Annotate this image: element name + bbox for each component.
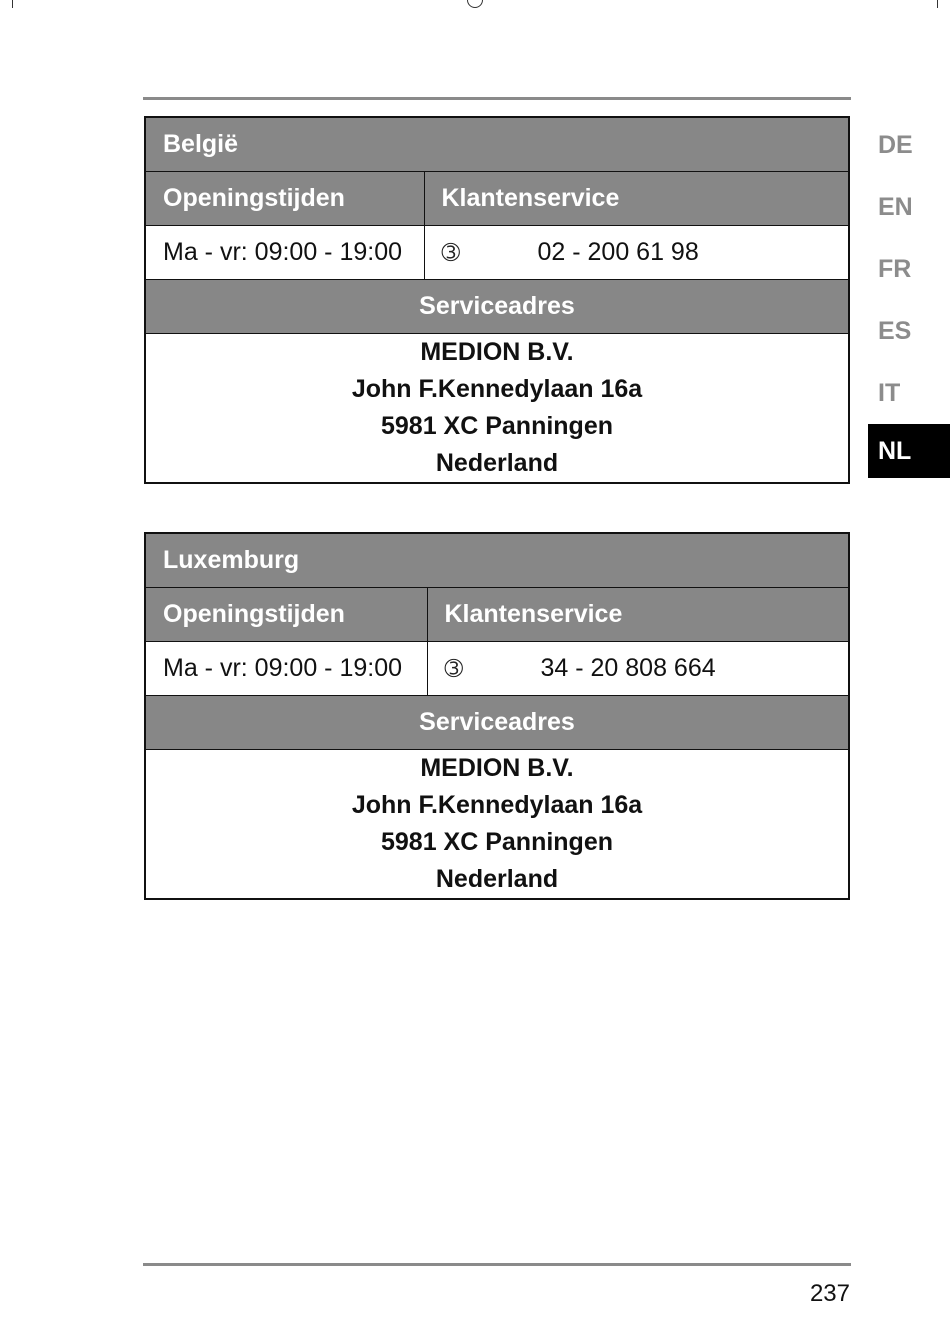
crop-mark-left xyxy=(12,0,13,8)
service-table-belgie xyxy=(144,116,850,484)
address-header: Serviceadres xyxy=(145,279,849,333)
hours-header: Openingstijden xyxy=(145,587,427,641)
language-tab-de[interactable]: DE xyxy=(878,131,913,159)
country-heading: Luxemburg xyxy=(145,533,849,587)
phone-icon: ➂ xyxy=(444,655,463,681)
address-header: Serviceadres xyxy=(145,695,849,749)
phone-cell xyxy=(424,225,849,279)
phone-number: 02 - 200 61 98 xyxy=(537,237,699,266)
hours-header: Openingstijden xyxy=(145,171,424,225)
address-line: MEDION B.V. xyxy=(420,753,574,782)
language-tab-es[interactable]: ES xyxy=(878,317,912,345)
registration-mark xyxy=(467,0,483,8)
phone-number: 34 - 20 808 664 xyxy=(540,653,716,682)
crop-mark-right xyxy=(937,0,938,8)
service-address xyxy=(145,333,849,483)
address-line: MEDION B.V. xyxy=(420,337,574,366)
country-heading: België xyxy=(145,117,849,171)
phone-cell xyxy=(427,641,849,695)
language-tab-en[interactable]: EN xyxy=(878,193,913,221)
address-line: John F.Kennedylaan 16a xyxy=(351,790,643,819)
language-tab-nl[interactable]: NL xyxy=(868,424,950,478)
top-rule xyxy=(143,97,851,100)
service-header: Klantenservice xyxy=(427,587,849,641)
service-address xyxy=(145,749,849,899)
address-line: 5981 XC Panningen xyxy=(380,411,614,440)
opening-hours: Ma - vr: 09:00 - 19:00 xyxy=(145,225,424,279)
address-line: 5981 XC Panningen xyxy=(380,827,614,856)
language-tab-fr[interactable]: FR xyxy=(878,255,912,283)
phone-icon: ➂ xyxy=(441,239,460,265)
language-tab-it[interactable]: IT xyxy=(878,379,901,407)
address-line: Nederland xyxy=(435,448,559,477)
opening-hours: Ma - vr: 09:00 - 19:00 xyxy=(145,641,427,695)
bottom-rule xyxy=(143,1263,851,1266)
address-line: John F.Kennedylaan 16a xyxy=(351,374,643,403)
address-line: Nederland xyxy=(435,864,559,893)
service-table-luxemburg xyxy=(144,532,850,900)
language-tabs xyxy=(868,114,950,478)
page-number: 237 xyxy=(809,1280,850,1307)
service-header: Klantenservice xyxy=(424,171,849,225)
